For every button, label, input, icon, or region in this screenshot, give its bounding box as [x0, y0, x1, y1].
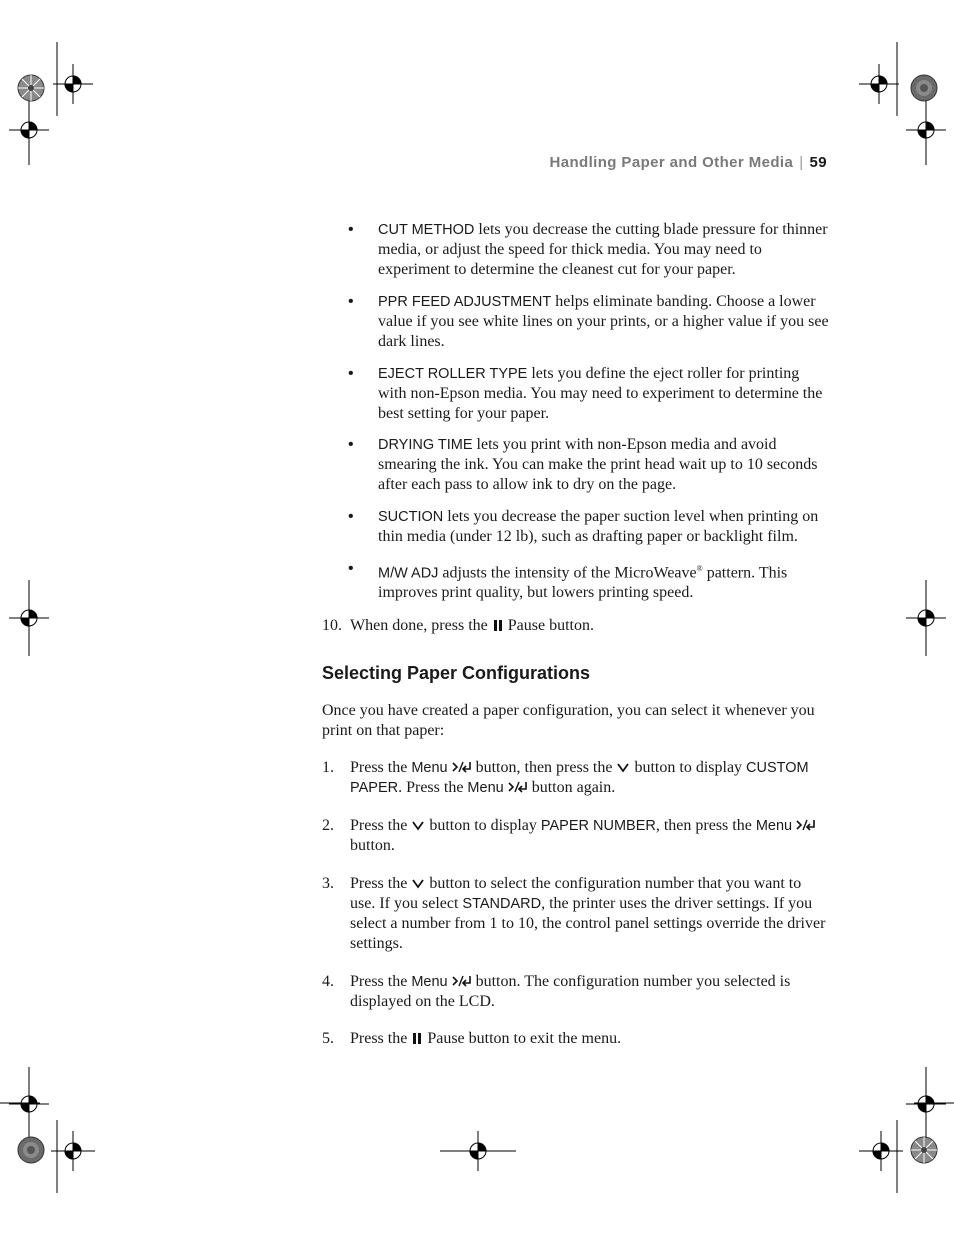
- registration-mark-icon: [440, 1131, 516, 1171]
- menu-enter-icon: [452, 760, 472, 774]
- setting-keyword: DRYING TIME: [378, 437, 473, 453]
- section-heading: Selecting Paper Configurations: [322, 663, 591, 683]
- bullet-text: lets you decrease the cutting blade pressure for thinner media, or adjust the speed for thick media. You may need to experiment to determine the cleanest cut for your paper.: [378, 221, 828, 278]
- bullet-dot: •: [348, 293, 354, 310]
- step-4: [322, 972, 830, 1012]
- step-3: [322, 874, 830, 954]
- bullet-dot: •: [348, 365, 354, 382]
- menu-label: Menu: [755, 818, 793, 834]
- setting-keyword: EJECT ROLLER TYPE: [378, 366, 528, 382]
- bullet-suction: [348, 507, 830, 547]
- registration-mark-icon: [859, 1131, 903, 1171]
- color-target-icon: [910, 74, 938, 102]
- setting-keyword: SUCTION: [378, 509, 444, 525]
- step-number: 10.: [322, 617, 342, 634]
- step-text: Press the: [350, 875, 412, 892]
- down-arrow-icon: [616, 760, 630, 774]
- menu-label: Menu: [411, 760, 448, 776]
- step-text: button.: [350, 837, 395, 854]
- step-1: [322, 758, 830, 798]
- registration-mark-icon: [859, 64, 899, 104]
- down-arrow-icon: [411, 876, 425, 890]
- bullet-drying-time: [348, 435, 830, 495]
- step-text: Press the: [350, 817, 412, 834]
- step-2: [322, 816, 830, 856]
- bullet-dot: •: [348, 221, 354, 238]
- bullet-cut-method: [348, 220, 830, 280]
- registration-mark-icon: [906, 95, 946, 165]
- setting-keyword: PAPER NUMBER: [540, 818, 656, 834]
- step-text: Pause button.: [503, 617, 594, 634]
- menu-label: Menu: [467, 780, 504, 796]
- bullet-text: helps eliminate banding. Choose a lower value if you see white lines on your prints, or a higher value if you see dark lines.: [378, 293, 829, 350]
- bullet-eject-roller: [348, 364, 830, 424]
- bullet-dot: •: [348, 560, 354, 577]
- color-target-icon: [17, 74, 45, 102]
- step-number: 2.: [322, 817, 334, 834]
- step-text: button. The configuration number you selected is displayed on the LCD.: [350, 973, 791, 1010]
- color-target-icon: [17, 1136, 45, 1164]
- registered-mark: ®: [696, 564, 703, 573]
- registration-mark-icon: [906, 1067, 946, 1141]
- menu-enter-icon: [452, 974, 472, 988]
- step-text: . Press the: [398, 779, 468, 796]
- step-text: button again.: [527, 779, 616, 796]
- step-number: 3.: [322, 875, 334, 892]
- step-text: , then press the: [655, 817, 756, 834]
- bullet-text: lets you print with non-Epson media and avoid smearing the ink. You can make the print head wait up to 10 seconds after each pass to allow ink to dry on the page.: [378, 436, 818, 493]
- header-section-title: Handling Paper and Other Media: [549, 154, 794, 171]
- setting-keyword: CUT METHOD: [378, 222, 475, 238]
- bullet-text: pattern. This improves print quality, but lowers printing speed.: [378, 564, 788, 602]
- bullet-text: lets you define the eject roller for printing with non-Epson media. You may need to experiment to determine the best setting for your paper.: [378, 365, 823, 422]
- setting-keyword: PPR FEED ADJUSTMENT: [378, 294, 552, 310]
- page-number: 59: [809, 154, 827, 171]
- bullet-text: lets you decrease the paper suction level when printing on thin media (under 12 lb), such as drafting paper or backlight film.: [378, 508, 819, 545]
- setting-keyword: STANDARD: [462, 896, 542, 912]
- step-number: 1.: [322, 759, 334, 776]
- bullet-mw-adj: [348, 559, 830, 603]
- step-text: button to display: [425, 817, 541, 834]
- registration-mark-icon: [9, 1067, 49, 1141]
- step-number: 4.: [322, 973, 334, 990]
- step-text: Press the: [350, 973, 412, 990]
- registration-mark-icon: [51, 1131, 95, 1171]
- step-text: When done, press the: [350, 617, 492, 634]
- step-text: Press the: [350, 759, 412, 776]
- pause-icon: [492, 618, 504, 632]
- header-separator: |: [799, 154, 804, 171]
- intro-paragraph: Once you have created a paper configuration, you can select it whenever you print on that paper:: [322, 702, 815, 739]
- bullet-dot: •: [348, 436, 354, 453]
- bullet-text: adjusts the intensity of the MicroWeave: [438, 564, 697, 582]
- step-text: button to select the configuration number that you want to use. If you select: [350, 875, 802, 912]
- step-number: 5.: [322, 1030, 334, 1047]
- step-text: , the printer uses the driver settings. If you select a number from 1 to 10, the control panel settings override the driver settings.: [350, 895, 826, 952]
- step-5: [322, 1029, 830, 1049]
- setting-keyword: CUSTOM PAPER: [350, 760, 809, 796]
- registration-mark-icon: [906, 580, 946, 656]
- step-10: [322, 616, 830, 636]
- setting-keyword: M/W ADJ: [378, 565, 439, 582]
- registration-mark-icon: [9, 95, 49, 165]
- registration-mark-icon: [53, 64, 93, 104]
- bullet-dot: •: [348, 508, 354, 525]
- menu-enter-icon: [796, 818, 816, 832]
- bullet-ppr-feed: [348, 292, 830, 352]
- pause-icon: [411, 1031, 423, 1045]
- color-target-icon: [910, 1136, 938, 1164]
- running-header: [500, 154, 827, 171]
- menu-enter-icon: [508, 780, 528, 794]
- registration-mark-icon: [9, 580, 49, 656]
- step-text: Pause button to exit the menu.: [423, 1030, 622, 1047]
- step-text: Press the: [350, 1030, 412, 1047]
- step-text: button to display: [630, 759, 747, 776]
- step-text: button, then press the: [471, 759, 617, 776]
- down-arrow-icon: [411, 818, 425, 832]
- menu-label: Menu: [411, 974, 448, 990]
